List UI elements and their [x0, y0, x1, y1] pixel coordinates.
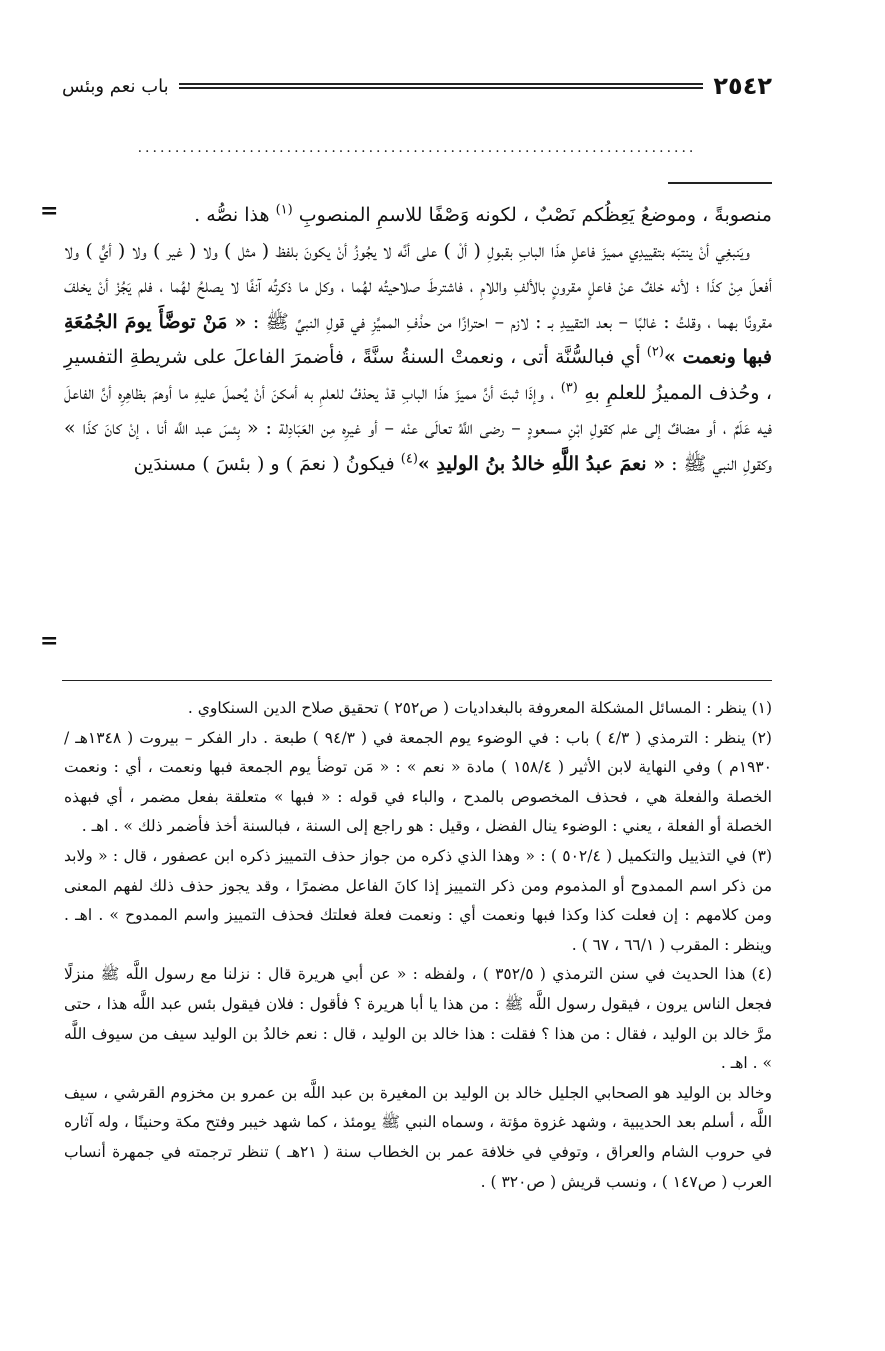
- hadith-quote-1: « مَنْ توضَّأَ يومَ الجُمُعَةِ فبها ونعمت »: [64, 310, 772, 368]
- footnote-1: (١) ينظر : المسائل المشكلة المعروفة بالبغداديات ( ص٢٥٢ ) تحقيق صلاح الدين السنكاوي .: [187, 699, 772, 717]
- footnote-4-continued: وخالد بن الوليد هو الصحابي الجليل خالد بن الوليد بن المغيرة بن عبد اللَّه بن عمرو بن مخزوم القرشي ، سيف اللَّه ، أسلم بعد الحديبية ، وشهد غزوة مؤتة ، وسماه النبي ﷺ يومئذ ، كما شهد خيبر وفتح مكة وحنينًا ، وله آثاره في حروب الشام والعراق ، وتوفي في خلافة عمر بن الخطاب سنة ( ٢١هـ ) تنظر ترجمته في جمهرة أنساب العرب ( ص١٤٧ ) ، ونسب قريش ( ص٣٢٠ ) .: [64, 1083, 772, 1191]
- paragraph-2: [64, 234, 772, 483]
- footnote-2: (٢) ينظر : الترمذي ( ٤/٣ ) باب : في الوضوء يوم الجمعة في ( ٩٤/٣ ) طبعة . دار الفكر – بيروت ( ١٣٤٨هـ / ١٩٣٠م ) وفي النهاية لابن الأثير ( ١٥٨/٤ ) مادة « نعم » : « مَن توضأ يوم الجمعة فبها ونعمت ، أي : ونعمت الخصلة والفعلة هي ، فحذف المخصوص بالمدح ، والباء في قوله : « فبها » متعلقة بفعل مضمر ، أي فبهذه الخصلة أو الفعلة ، يعني : الوضوء ينال الفضل ، وقيل : هو راجع إلى السنة ، فبالسنة أخذ فأضمر ذلك » . اهـ .: [64, 728, 772, 836]
- text-segment: ، وإذَا ثبتَ أنَّ مميزَ هذَا البابِ قدْ يحذفُ للعلمِ به أمكنَ أنْ يُحملَ عليهِ ما أوهمَ بظاهِرِه أنَّ الفاعلَ فيه عَلَمٌ ، أو مضافٌ إلى علم كقولِ ابْنِ مسعودٍ – رضى اللَّهُ تعالَى عنْه – أو غيرِه مِن العَبَادِلة : « بِئسَ عبد اللَّه أنا ، إنْ كانَ كذَا » وكقولِ النبي ﷺ :: [64, 381, 772, 475]
- text-segment: أي فبالسُّنَّة أتى ، ونعمتْ السنةُ سنَّةً ، فأضمرَ الفاعلَ على شريطةِ التفسيرِ ، وحُذف المميزُ للعلمِ بهِ: [64, 346, 773, 404]
- continuation-mark-bottom: =: [40, 628, 59, 654]
- chapter-title: باب نعم وبئس: [62, 75, 169, 97]
- page-header: [62, 62, 772, 110]
- hadith-quote-2: « نعمَ عبدُ اللَّهِ خالدُ بنُ الوليدِ »: [417, 452, 666, 475]
- main-text: [64, 198, 772, 482]
- footnote-3: (٣) في التذييل والتكميل ( ٥٠٢/٤ ) : « وهذا الذي ذكره من جواز حذف التمييز ذكره ابن عصفور ، قال : « ولابد من ذكر اسم الممدوح أو المذموم ومن ذكر التمييز إذا كانَ الفاعل مضمرًا ، وقد يجوز حذف ذلك لفهم المعنى ومن كلامهم : إن فعلت كذا وكذا فبها ونعمت أي : ونعمت فعلة فعلتك فحذف التمييز واسم الممدوح » . اهـ . وينظر : المقرب ( ٦٦/١ ، ٦٧ ) .: [64, 846, 772, 954]
- footnotes: [64, 694, 772, 1197]
- footnote-ref-4: (٤): [400, 451, 418, 467]
- dotted-separator: ...........................................................................: [137, 140, 697, 156]
- text-segment: منصوبةً ، وموضعُ يَعِظُكم نَصْبٌ ، لكونه وَصْفًا للاسمِ المنصوبِ: [292, 204, 772, 226]
- header-double-rule: [179, 83, 704, 89]
- text-segment: هذا نصُّه .: [194, 204, 276, 226]
- text-segment: ويَنبغِي أنْ ينتبَه بتقييدِي مميزَ فاعلِ هذَا البابِ بقبولِ ( ألْ ) على أنَّه لا يجُوزُ أنْ يكونَ بلفظ ( مثل ) ولا ( غير ) ولا ( أيٍّ ) ولا أفعلَ مِنْ كذَا ؛ لأنه خلفٌ عنْ فاعلٍ مقرونٍ بالألفِ واللامِ ، فاشترطَ صلاحيتُه لهُما ، وكل ما ذكرتُه آنفًا لا يصلحُ لهُما ، فلم يَجُزْ أنْ يخلفَ مقرونًا بهما ، وقلتُ : غالبًا – بعد التقييدِ بـ : لازم – احترازًا من حذْفِ المميَّزِ في قولِ النبيِّ ﷺ :: [64, 239, 772, 333]
- footnote-ref-2: (٢): [646, 344, 664, 360]
- paragraph-1: [64, 198, 772, 234]
- text-segment: فيكونُ ( نعمَ ) و ( بئسَ ) مسندَين: [133, 452, 401, 475]
- page-number: ٢٥٤٢: [713, 72, 772, 100]
- footnote-ref-1: (١): [275, 202, 293, 218]
- footnote-ref-3: (٣): [560, 380, 578, 396]
- continuation-rule: [668, 182, 772, 184]
- footnote-4: (٤) هذا الحديث في سنن الترمذي ( ٣٥٢/٥ ) ، ولفظه : « عن أبي هريرة قال : نزلنا مع رسول اللَّه ﷺ منزلًا فجعل الناس يرون ، فيقول رسول اللَّه ﷺ : من هذا يا أبا هريرة ؟ فأقول : فلان فيقول بئس عبد اللَّه هذا ، حتى مرَّ خالد بن الوليد ، فقال : من هذا ؟ فقلت : هذا خالد بن الوليد ، قال : نعم خالدُ بن الوليد سيف من سيوف اللَّه » . اهـ .: [64, 965, 772, 1073]
- footnote-separator: [62, 680, 772, 681]
- continuation-mark-top: =: [40, 198, 59, 224]
